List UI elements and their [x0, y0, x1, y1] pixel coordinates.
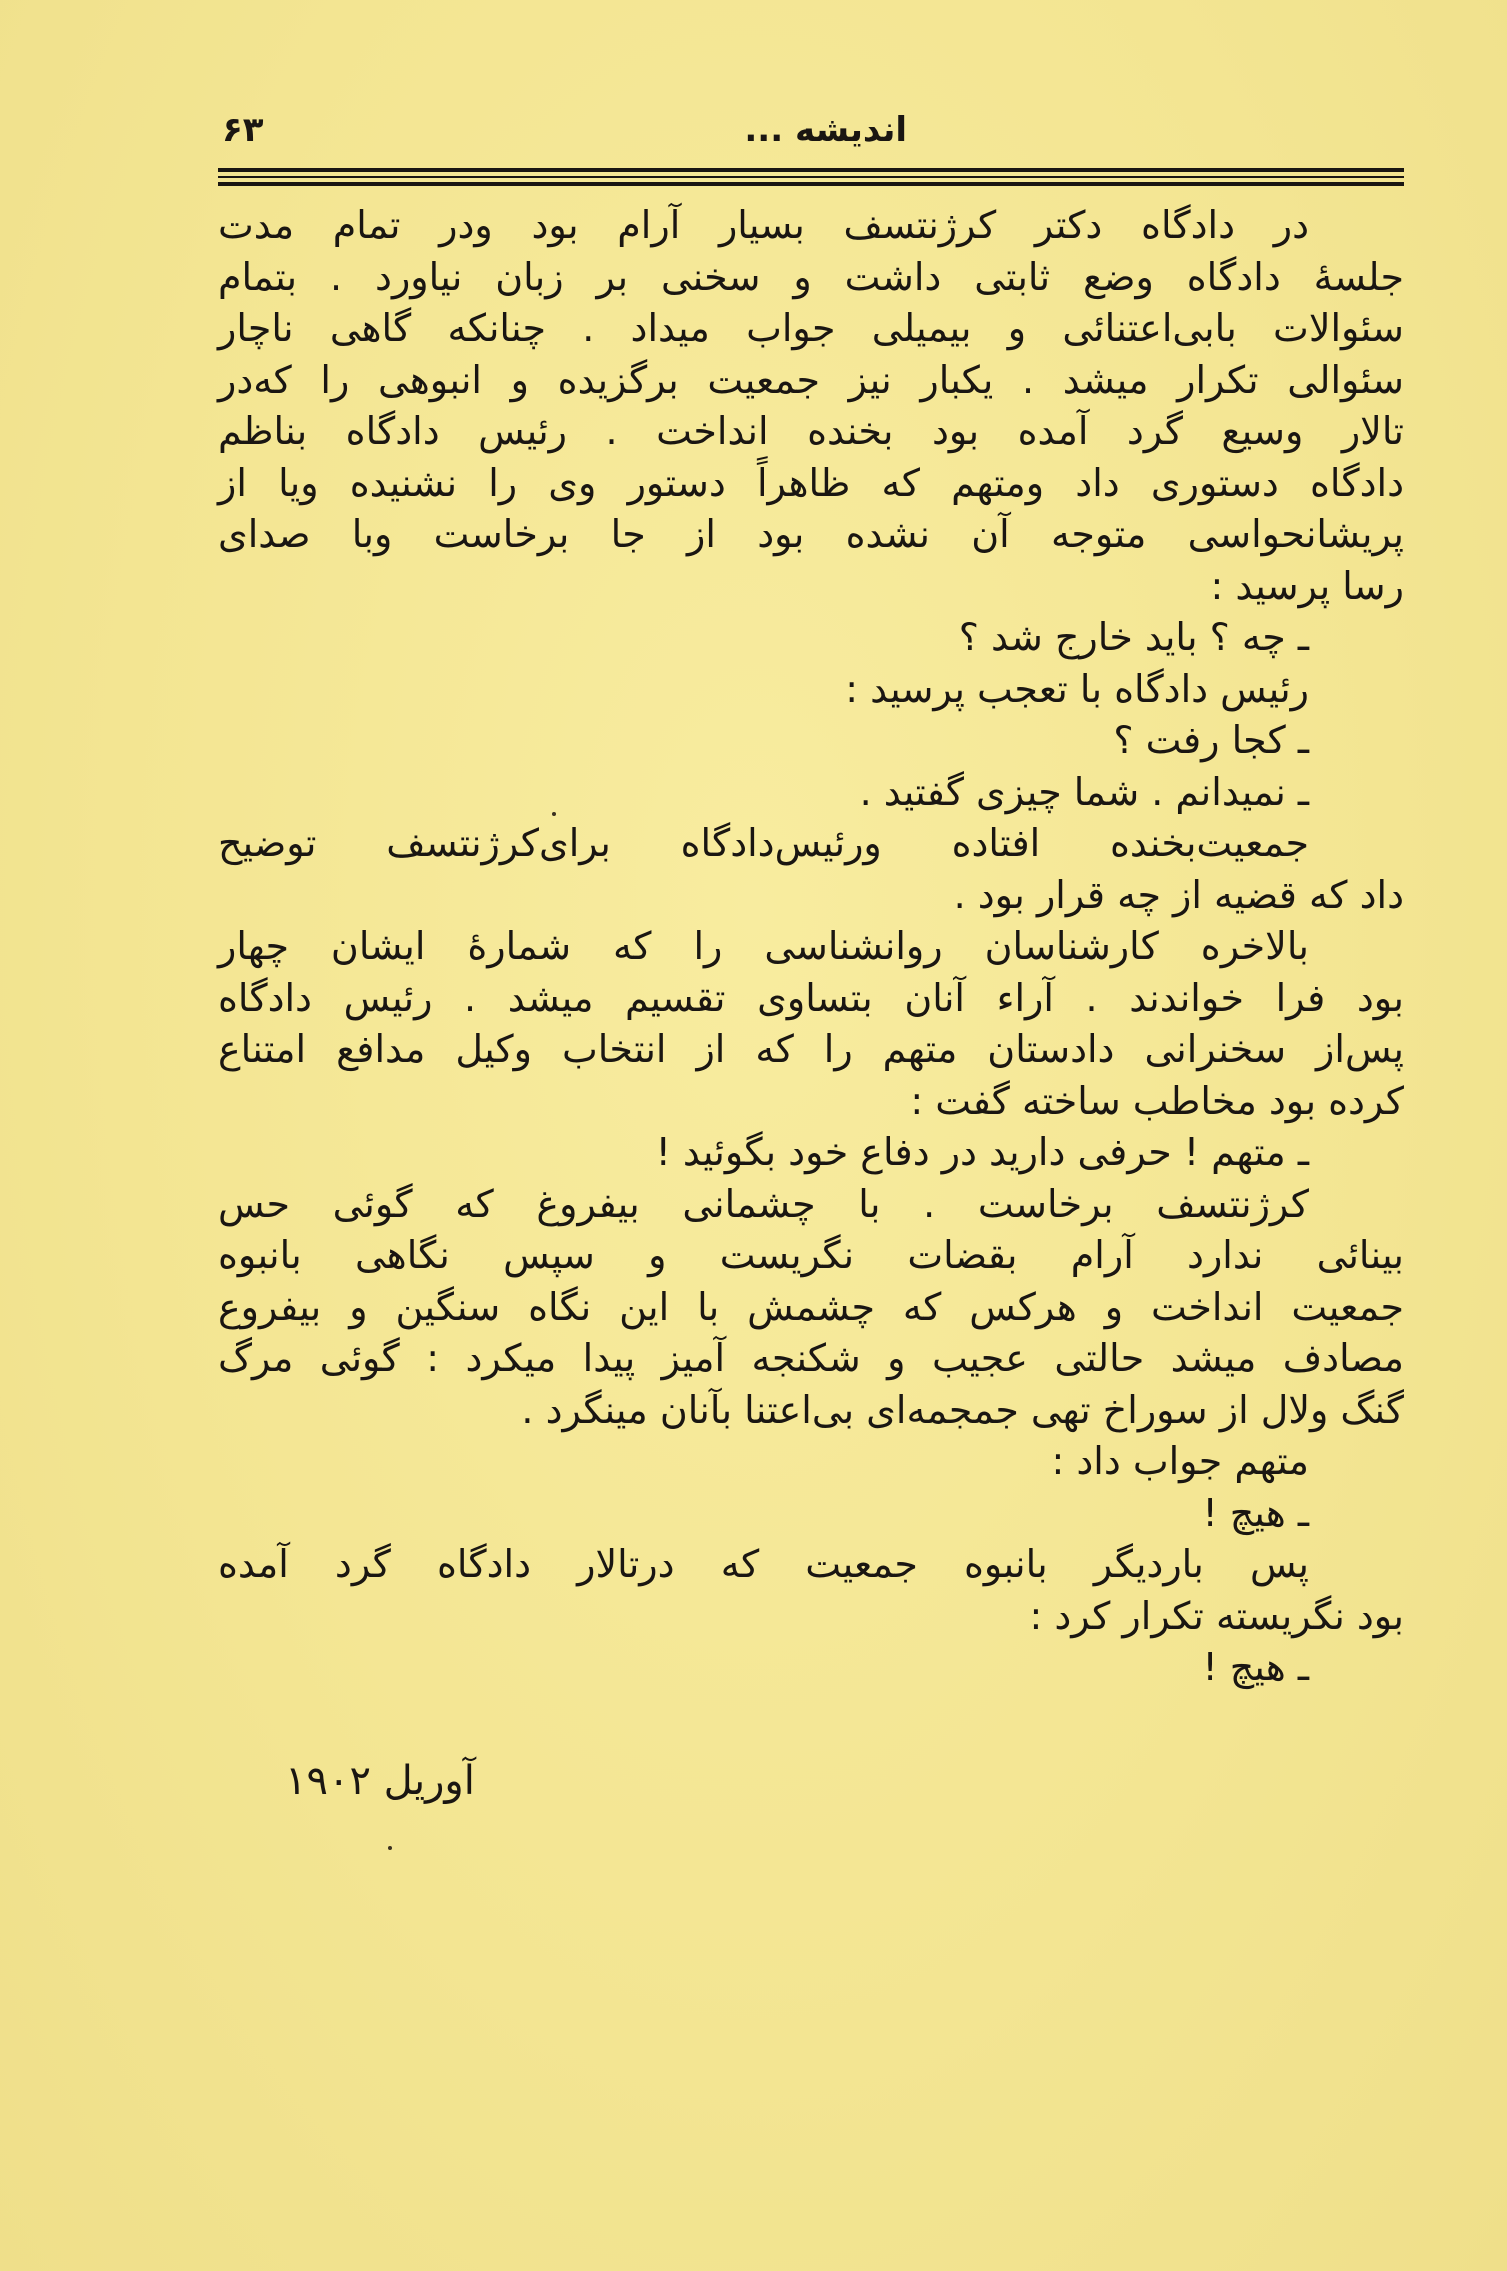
- header-rule-top: [218, 168, 1404, 172]
- text-line: بود فرا خواندند . آراء آنان بتساوی تقسیم میشد . رئیس دادگاه: [218, 975, 1404, 1020]
- text-line: گنگ ولال از سوراخ تهی جمجمه‌ای بی‌اعتنا بآنان مینگرد .: [521, 1387, 1404, 1432]
- dialogue-line: ـ کجا رفت ؟: [1113, 718, 1309, 762]
- paper-speck: [388, 1846, 392, 1850]
- text-line: سئوالی تکرار میشد . یکبار نیز جمعیت برگزیده و انبوهی را که‌در: [218, 357, 1404, 402]
- running-title: اندیشه ...: [744, 110, 907, 150]
- text-line: رسا پرسید :: [1210, 563, 1404, 608]
- dialogue-line: ـ متهم ! حرفی دارید در دفاع خود بگوئید !: [655, 1130, 1309, 1174]
- text-line: رئیس دادگاه با تعجب پرسید :: [845, 666, 1309, 711]
- text-line: مصادف میشد حالتی عجیب و شکنجه آمیز پیدا میکرد : گوئی مرگ: [218, 1336, 1404, 1380]
- dialogue-line: ـ هیچ !: [1202, 1490, 1309, 1535]
- text-line: پس باردیگر بانبوه جمعیت که درتالار دادگاه گرد آمده: [218, 1542, 1309, 1586]
- text-line: کرده بود مخاطب ساخته گفت :: [910, 1078, 1404, 1123]
- text-line: تالار وسیع گرد آمده بود بخنده انداخت . رئیس دادگاه بناظم: [218, 409, 1404, 453]
- text-line: پریشانحواسی متوجه آن نشده بود از جا برخاست وبا صدای: [218, 512, 1404, 556]
- text-line: سئوالات بابی‌اعتنائی و بیمیلی جواب میداد . چنانکه گاهی ناچار: [218, 306, 1404, 350]
- text-line: جلسهٔ دادگاه وضع ثابتی داشت و سخنی بر زبان نیاورد . بتمام: [218, 254, 1404, 299]
- text-line: جمعیت انداخت و هرکس که چشمش با این نگاه سنگین و بیفروع: [218, 1284, 1404, 1329]
- text-line: داد که قضیه از چه قرار بود .: [953, 872, 1404, 917]
- date-signature: آوریل ۱۹۰۲: [285, 1758, 475, 1804]
- paper-speck: [552, 812, 556, 816]
- dialogue-line: ـ چه ؟ باید خارج شد ؟: [958, 615, 1309, 659]
- text-line: بینائی ندارد آرام بقضات نگریست و سپس نگاهی بانبوه: [218, 1233, 1404, 1277]
- text-line: بالاخره کارشناسان روانشناسی را که شمارهٔ ایشان چهار: [218, 924, 1309, 968]
- page-number: ۶۳: [222, 110, 264, 150]
- text-line: پس‌از سخنرانی دادستان متهم را که از انتخاب وکیل مدافع امتناع: [218, 1027, 1404, 1071]
- text-line: دادگاه دستوری داد ومتهم که ظاهراً دستور وی را نشنیده ویا از: [218, 460, 1404, 505]
- dialogue-line: ـ هیچ !: [1202, 1645, 1309, 1689]
- dialogue-line: ـ نمیدانم . شما چیزی گفتید .: [859, 769, 1309, 814]
- header-rule-bottom: [218, 182, 1404, 186]
- body-text: [218, 200, 1404, 1694]
- text-line: متهم جواب داد :: [1051, 1439, 1309, 1483]
- text-line: در دادگاه دکتر کرژنتسف بسیار آرام بود ودر تمام مدت: [218, 203, 1309, 247]
- header-rule-middle: [218, 176, 1404, 178]
- text-line: بود نگریسته تکرار کرد :: [1029, 1593, 1404, 1638]
- page-header: [222, 110, 1402, 162]
- text-line: جمعیت‌بخنده افتاده ورئیس‌دادگاه برای‌کرژنتسف توضیح: [218, 821, 1309, 865]
- text-line: کرژنتسف برخاست . با چشمانی بیفروغ که گوئی حس: [218, 1181, 1309, 1226]
